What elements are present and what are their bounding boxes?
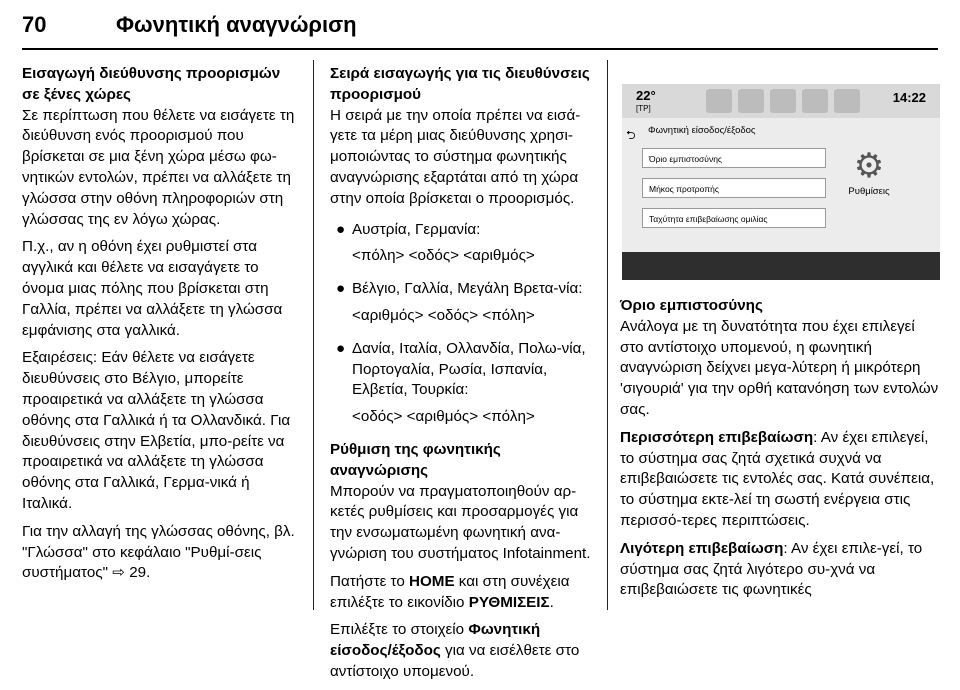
text: : Αν έχει επιλεγεί, το σύστημα σας ζητά σχετικά συχνά να επιβεβαιώσετε τις εντολές σας. Κατά συνέπεια, το σύστημα εκτε-λεί τη σωστή ενέργεια στις περισσό-τερες περιπτώσεις. <box>620 428 935 529</box>
section-title-voice-settings: Ρύθμιση της φωνητικής αναγνώρισης <box>330 440 501 479</box>
list-item <box>330 220 602 241</box>
left-column <box>22 64 302 591</box>
paragraph: Μπορούν να πραγματοποιηθούν αρ-κετές ρυθμίσεις και προσαρμογές για την ενσωματωμένη φωνητική ανα-γνώριση του συστήματος Infotainment. <box>330 482 591 562</box>
paragraph-language-reference <box>22 522 302 584</box>
paragraph-select-item <box>330 620 602 682</box>
paragraph-more-confirmation <box>620 428 940 532</box>
right-column <box>620 296 940 608</box>
text: . <box>549 593 554 611</box>
section-title-foreign-destinations <box>22 64 302 106</box>
header-divider <box>22 48 938 50</box>
section-title-confidence: Όριο εμπιστοσύνης <box>620 297 763 314</box>
settings-label: Ρυθμίσεις <box>848 186 890 197</box>
screen-menu-title: Φωνητική είσοδος/έξοδος <box>648 125 756 136</box>
paragraph-less-confirmation <box>620 539 940 601</box>
page-number: 70 <box>22 12 47 37</box>
page-header <box>22 6 940 46</box>
paragraph-text: Για την αλλαγή της γλώσσας οθόνης, βλ. "Γλώσσα" στο κεφάλαιο "Ρυθμί-σεις συστήματος" <box>22 522 295 582</box>
infotainment-screen <box>622 84 940 280</box>
list-item <box>330 279 602 300</box>
back-arrow-icon[interactable]: ⮌ <box>626 128 636 142</box>
paragraph: Εξαιρέσεις: Εάν θέλετε να εισάγετε διευθύνσεις στο Βέλγιο, μπορείτε προαιρετικά να αλλάξετε τη γλώσσα οθόνης στα Γαλλικά ή τα Ολλανδικά. Για διευθύνσεις στην Ελβετία, μπο-ρείτε να προαιρετικά να αλλάξετε τη γλώσσα οθόνης στα Γαλλικά, Γερμα-νικά ή Ιταλικά. <box>22 349 291 512</box>
page-reference-arrow-icon: ⇨ <box>112 564 125 582</box>
page-reference: 29. <box>129 564 151 582</box>
column-divider <box>313 60 314 610</box>
country-order-list <box>330 279 602 300</box>
paragraph: Π.χ., αν η οθόνη έχει ρυθμιστεί στα αγγλικά και θέλετε να εισαγάγετε το όνομα μιας πόλης που βρίσκεται στη Γαλλία, πρέπει να αλλάξετε τη γλώσσα εμφάνισης στα γαλλικά. <box>22 238 283 339</box>
settings-button[interactable] <box>834 146 904 206</box>
app-tab-icon[interactable] <box>770 89 796 113</box>
text: Πατήστε το <box>330 572 410 590</box>
paragraph: Ανάλογα με τη δυνατότητα που έχει επιλεγεί στο αντίστοιχο υπομενού, η φωνητική αναγνώριση δείχνει μεγα-λύτερη ή μικρότερη 'σιγουριά' για την ορθή κατανόηση των εντολών σας. <box>620 317 939 418</box>
address-format: <πόλη> <οδός> <αριθμός> <box>352 247 535 265</box>
screen-bezel <box>622 252 940 280</box>
clock: 14:22 <box>892 90 926 105</box>
text: : Αν έχει επιλε-γεί, το σύστημα σας ζητά λιγότερο συ-χνά να επιβεβαιώσετε τις φωνητικές <box>620 539 923 599</box>
section-title-line: Εισαγωγή διεύθυνσης προορισμών <box>22 65 281 82</box>
country-group: Βέλγιο, Γαλλία, Μεγάλη Βρετα-νία: <box>352 280 583 298</box>
home-key-label: HOME <box>409 572 455 590</box>
page-title: Φωνητική αναγνώριση <box>116 12 357 37</box>
temperature: 22° <box>636 88 656 103</box>
list-item <box>330 339 602 401</box>
country-order-list <box>330 339 602 401</box>
app-tab-icon[interactable] <box>706 89 732 113</box>
gear-icon: ⚙ <box>853 147 885 185</box>
paragraph: Η σειρά με την οποία πρέπει να εισά-γετε τα μέρη μιας διεύθυνσης χρησι-μοποιώντας το σύστημα φωνητικής αναγνώρισης εξαρτάται από τη χώρα στην οποία βρίσκεται ο προορισμός. <box>330 106 581 207</box>
bullet-icon: ● <box>336 280 346 298</box>
bullet-icon: ● <box>336 220 346 238</box>
tp-indicator: [TP] <box>636 104 651 113</box>
text: για να εισέλθετε στο αντίστοιχο υπομενού. <box>330 642 580 680</box>
screen-status-bar <box>622 84 940 118</box>
less-confirmation-label: Λιγότερη επιβεβαίωση <box>620 539 784 557</box>
country-group: Αυστρία, Γερμανία: <box>352 220 481 238</box>
country-group: Δανία, Ιταλία, Ολλανδία, Πολω-νία, Πορτογαλία, Ρωσία, Ισπανία, Ελβετία, Τουρκία: <box>352 339 586 399</box>
address-format: <οδός> <αριθμός> <πόλη> <box>352 408 535 426</box>
column-divider <box>607 60 608 610</box>
paragraph-press-home <box>330 572 602 614</box>
paragraph: Σε περίπτωση που θέλετε να εισάγετε τη διεύθυνση ενός προορισμού που βρίσκεται σε μια ξένη χώρα μέσω φω-νητικών εντολών, πρέπει να αλλάξετε τη γλώσσα στην οθόνη πληροφοριών στη γλώσσας της εν λόγω χώρας. <box>22 106 295 228</box>
voice-item-label: Φωνητική είσοδος/έξοδος <box>330 621 541 660</box>
section-title-line: σε ξένες χώρες <box>22 85 131 103</box>
app-tab-icon[interactable] <box>834 89 860 113</box>
middle-column <box>330 64 602 690</box>
settings-key-label: ΡΥΘΜΙΣΕΙΣ <box>468 593 550 611</box>
app-tab-icon[interactable] <box>802 89 828 113</box>
bullet-icon: ● <box>336 339 346 357</box>
menu-item-confidence[interactable]: Όριο εμπιστοσύνης <box>642 148 826 168</box>
app-tab-icon[interactable] <box>738 89 764 113</box>
address-format: <αριθμός> <οδός> <πόλη> <box>352 306 535 324</box>
menu-item-speech-rate[interactable]: Ταχύτητα επιβεβαίωσης ομιλίας <box>642 208 826 228</box>
country-order-list <box>330 220 602 241</box>
menu-item-prompt-length[interactable]: Μήκος προτροπής <box>642 178 826 198</box>
text: Επιλέξτε το στοιχείο <box>330 621 469 639</box>
more-confirmation-label: Περισσότερη επιβεβαίωση <box>620 428 814 446</box>
text: και στη συνέχεια επιλέξτε το εικονίδιο <box>330 572 570 611</box>
section-title-input-order: Σειρά εισαγωγής για τις διευθύνσεις προορισμού <box>330 65 590 103</box>
